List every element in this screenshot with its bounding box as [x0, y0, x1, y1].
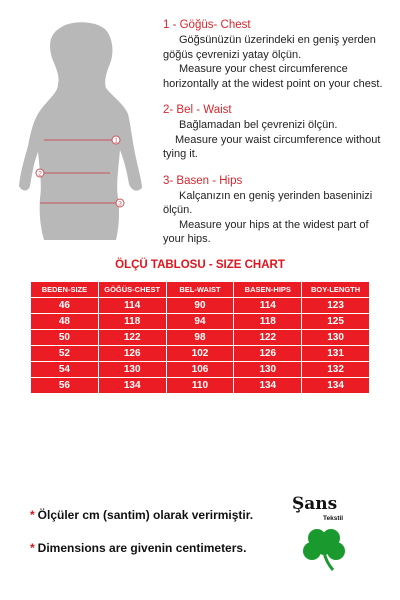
table-cell: 98 — [166, 330, 234, 346]
table-cell: 130 — [234, 362, 302, 378]
table-cell: 132 — [302, 362, 370, 378]
marker-1: 1 — [114, 137, 118, 145]
table-cell: 122 — [234, 330, 302, 346]
table-cell: 118 — [98, 314, 166, 330]
instruction-title: 1 - Göğüs- Chest — [163, 19, 251, 31]
marker-3: 3 — [118, 200, 122, 208]
instruction-line: Measure your hips at the widest part of — [179, 218, 369, 231]
table-row — [31, 330, 370, 346]
table-cell: 56 — [31, 378, 99, 394]
table-header-row — [31, 282, 370, 298]
note-turkish — [30, 508, 253, 522]
table-cell: 122 — [98, 330, 166, 346]
table-cell: 126 — [98, 346, 166, 362]
brand-subtitle: Tekstil — [323, 515, 344, 522]
table-cell: 110 — [166, 378, 234, 394]
table-row — [31, 378, 370, 394]
body-silhouette — [18, 22, 158, 242]
table-cell: 48 — [31, 314, 99, 330]
size-chart-title: ÖLÇÜ TABLOSU - SIZE CHART — [115, 259, 285, 271]
instruction-line: göğüs çevrenizi yatay ölçün. — [163, 48, 302, 61]
table-cell: 94 — [166, 314, 234, 330]
instruction-line: Göğsünüzün üzerindeki en geniş yerden — [179, 34, 376, 46]
instruction-title: 2- Bel - Waist — [163, 104, 232, 116]
column-header-chest: GÖĞÜS-CHEST — [98, 282, 166, 298]
size-chart-table — [30, 281, 370, 394]
table-cell: 130 — [98, 362, 166, 378]
table-cell: 50 — [31, 330, 99, 346]
table-cell: 125 — [302, 314, 370, 330]
column-header-size: BEDEN-SIZE — [31, 282, 99, 298]
table-cell: 54 — [31, 362, 99, 378]
table-row — [31, 346, 370, 362]
table-row — [31, 314, 370, 330]
table-cell: 46 — [31, 298, 99, 314]
table-cell: 102 — [166, 346, 234, 362]
table-cell: 114 — [234, 298, 302, 314]
column-header-length: BOY-LENGTH — [302, 282, 370, 298]
table-cell: 131 — [302, 346, 370, 362]
instruction-line: horizontally at the widest point on your chest. — [163, 77, 383, 90]
table-cell: 134 — [234, 378, 302, 394]
instruction-line: your hips. — [163, 233, 211, 245]
table-cell: 118 — [234, 314, 302, 330]
instruction-line: Measure your waist circumference without — [175, 133, 381, 146]
table-cell: 114 — [98, 298, 166, 314]
instruction-line: Kalçanızın en geniş yerinden baseninizi — [179, 189, 373, 202]
instruction-line: Measure your chest circumference — [179, 63, 348, 75]
note-text: Ölçüler cm (santim) olarak verirmiştir. — [37, 508, 254, 522]
table-cell: 134 — [302, 378, 370, 394]
measurement-instructions — [163, 18, 395, 259]
note-english — [30, 541, 246, 555]
asterisk-icon: * — [30, 508, 35, 522]
asterisk-icon: * — [30, 541, 35, 555]
instruction-line: ölçün. — [163, 204, 193, 216]
table-row — [31, 362, 370, 378]
note-text: Dimensions are givenin centimeters. — [37, 541, 247, 555]
clover-icon — [300, 524, 348, 572]
table-cell: 134 — [98, 378, 166, 394]
marker-2: 2 — [38, 170, 42, 178]
body-shape — [19, 22, 142, 240]
instruction-hips — [163, 174, 395, 247]
instruction-title: 3- Basen - Hips — [163, 174, 243, 187]
table-cell: 52 — [31, 346, 99, 362]
table-cell: 126 — [234, 346, 302, 362]
table-cell: 130 — [302, 330, 370, 346]
instruction-line: tying it. — [163, 148, 198, 160]
column-header-waist: BEL-WAIST — [166, 282, 234, 298]
instruction-line: Bağlamadan bel çevrenizi ölçün. — [179, 119, 338, 131]
table-cell: 90 — [166, 298, 234, 314]
table-row — [31, 298, 370, 314]
table-cell: 106 — [166, 362, 234, 378]
instruction-chest — [163, 18, 395, 91]
instruction-waist — [163, 103, 395, 162]
brand-name: Şans — [292, 494, 338, 514]
column-header-hips: BASEN-HIPS — [234, 282, 302, 298]
table-cell: 123 — [302, 298, 370, 314]
